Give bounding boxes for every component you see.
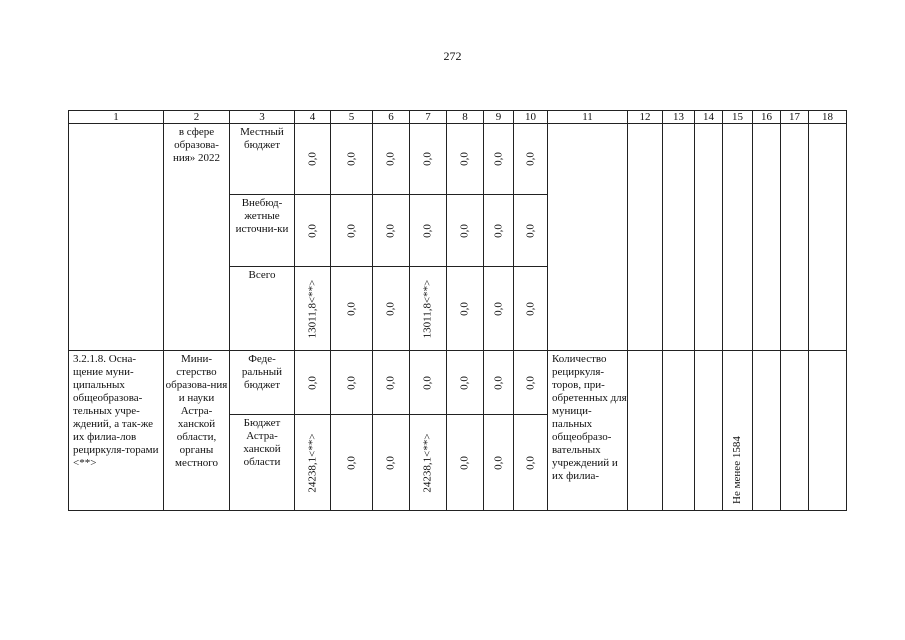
empty-cell <box>781 124 809 351</box>
value-cell <box>410 415 447 511</box>
empty-cell <box>628 351 663 511</box>
value-text: 0,0 <box>345 152 357 166</box>
header-row <box>69 111 847 124</box>
header-cell: 7 <box>410 111 447 124</box>
header-cell: 8 <box>447 111 484 124</box>
empty-cell <box>809 351 847 511</box>
value-text: 0,0 <box>384 375 397 390</box>
empty-cell <box>753 351 781 511</box>
value-text: 0,0 <box>524 152 536 166</box>
value-text: 0,0 <box>492 455 504 470</box>
value-text: 0,0 <box>421 223 434 238</box>
value-cell <box>484 267 514 351</box>
value-cell <box>447 124 484 195</box>
value-text: 0,0 <box>458 223 471 238</box>
value-text: 0,0 <box>458 375 471 390</box>
value-cell <box>447 195 484 267</box>
header-cell: 1 <box>69 111 164 124</box>
value-text: 0,0 <box>524 375 536 390</box>
value-cell <box>514 267 548 351</box>
value-cell <box>295 415 331 511</box>
header-cell: 9 <box>484 111 514 124</box>
value-cell <box>373 124 410 195</box>
value-text: 0,0 <box>345 223 357 238</box>
page-number: 272 <box>443 49 462 63</box>
value-cell <box>410 351 447 415</box>
value-text: 0,0 <box>421 375 434 390</box>
value-text: 0,0 <box>524 301 536 316</box>
empty-cell <box>809 124 847 351</box>
value-text: 0,0 <box>306 152 318 166</box>
value-cell <box>447 351 484 415</box>
header-cell: 15 <box>723 111 753 124</box>
value-text: 0,0 <box>345 375 357 390</box>
value-text: 0,0 <box>492 223 504 238</box>
header-cell: 17 <box>781 111 809 124</box>
value-text: 0,0 <box>492 301 504 316</box>
value-text: 0,0 <box>384 455 397 470</box>
funding-source: Местный бюджет <box>230 124 295 195</box>
value-text: 0,0 <box>384 152 397 166</box>
value-text: 0,0 <box>458 152 471 166</box>
value-cell <box>410 124 447 195</box>
value-cell <box>514 415 548 511</box>
funding-source: Бюджет Астра-ханской области <box>230 415 295 511</box>
value-text: 0,0 <box>524 455 536 470</box>
value-cell <box>484 415 514 511</box>
table-row <box>69 124 847 195</box>
measure-cell: 3.2.1.8. Осна-щение муни-ципальных общеобразова-тельных учре-ждений, а так-же их филиа-лов рециркуля-торами <**> <box>69 351 164 511</box>
value-text: 0,0 <box>421 152 434 166</box>
value-text: 24238,1<**> <box>421 432 434 493</box>
header-cell: 11 <box>548 111 628 124</box>
value-text: 0,0 <box>458 301 471 316</box>
executor-cell: Мини-стерство образова-ния и науки Астра-ханской области, органы местного <box>164 351 230 511</box>
value-cell <box>514 195 548 267</box>
value-cell <box>484 195 514 267</box>
funding-source: Внебюд-жетные источни-ки <box>230 195 295 267</box>
value-cell <box>331 124 373 195</box>
value-cell <box>295 267 331 351</box>
target-value-cell <box>723 351 753 511</box>
value-cell <box>373 415 410 511</box>
target-value-text: Не менее 1584 <box>730 436 743 504</box>
value-text: 13011,8<**> <box>421 279 434 338</box>
value-text: 0,0 <box>492 375 504 390</box>
funding-source: Феде-ральный бюджет <box>230 351 295 415</box>
data-table <box>68 110 847 511</box>
header-cell: 12 <box>628 111 663 124</box>
value-cell <box>331 195 373 267</box>
header-cell: 14 <box>695 111 723 124</box>
value-text: 13011,8<**> <box>306 279 318 338</box>
empty-cell <box>753 124 781 351</box>
header-cell: 4 <box>295 111 331 124</box>
value-text: 0,0 <box>306 223 318 238</box>
header-cell: 6 <box>373 111 410 124</box>
indicator-cell: Количество рециркуля-торов, при-обретенных для муници-пальных общеобразо-вательных учреждений и их филиа- <box>548 351 628 511</box>
value-cell <box>331 267 373 351</box>
value-text: 0,0 <box>524 223 536 238</box>
header-cell: 2 <box>164 111 230 124</box>
value-cell <box>447 415 484 511</box>
empty-cell <box>781 351 809 511</box>
value-cell <box>447 267 484 351</box>
value-cell <box>484 124 514 195</box>
value-cell <box>331 415 373 511</box>
header-cell: 5 <box>331 111 373 124</box>
header-cell: 13 <box>663 111 695 124</box>
header-cell: 10 <box>514 111 548 124</box>
value-text: 0,0 <box>345 301 357 316</box>
value-cell <box>514 351 548 415</box>
header-cell: 3 <box>230 111 295 124</box>
value-cell <box>373 351 410 415</box>
value-cell <box>331 351 373 415</box>
value-cell <box>514 124 548 195</box>
empty-cell <box>723 124 753 351</box>
empty-cell <box>663 351 695 511</box>
value-cell <box>373 267 410 351</box>
indicator-cell-empty <box>548 124 628 351</box>
empty-cell <box>663 124 695 351</box>
value-cell <box>295 351 331 415</box>
value-text: 0,0 <box>384 223 397 238</box>
value-text: 0,0 <box>306 375 318 390</box>
executor-cell: в сфере образова-ния» 2022 <box>164 124 230 351</box>
table-row <box>69 351 847 415</box>
value-text: 0,0 <box>492 152 504 166</box>
header-cell: 18 <box>809 111 847 124</box>
funding-source: Всего <box>230 267 295 351</box>
value-text: 0,0 <box>458 455 471 470</box>
value-cell <box>410 267 447 351</box>
value-cell <box>484 351 514 415</box>
measure-cell-empty <box>69 124 164 351</box>
empty-cell <box>695 124 723 351</box>
header-cell: 16 <box>753 111 781 124</box>
empty-cell <box>628 124 663 351</box>
value-text: 0,0 <box>384 301 397 316</box>
value-cell <box>295 124 331 195</box>
empty-cell <box>695 351 723 511</box>
value-cell <box>410 195 447 267</box>
value-cell <box>373 195 410 267</box>
value-text: 24238,1<**> <box>306 432 318 493</box>
value-text: 0,0 <box>345 455 357 470</box>
value-cell <box>295 195 331 267</box>
